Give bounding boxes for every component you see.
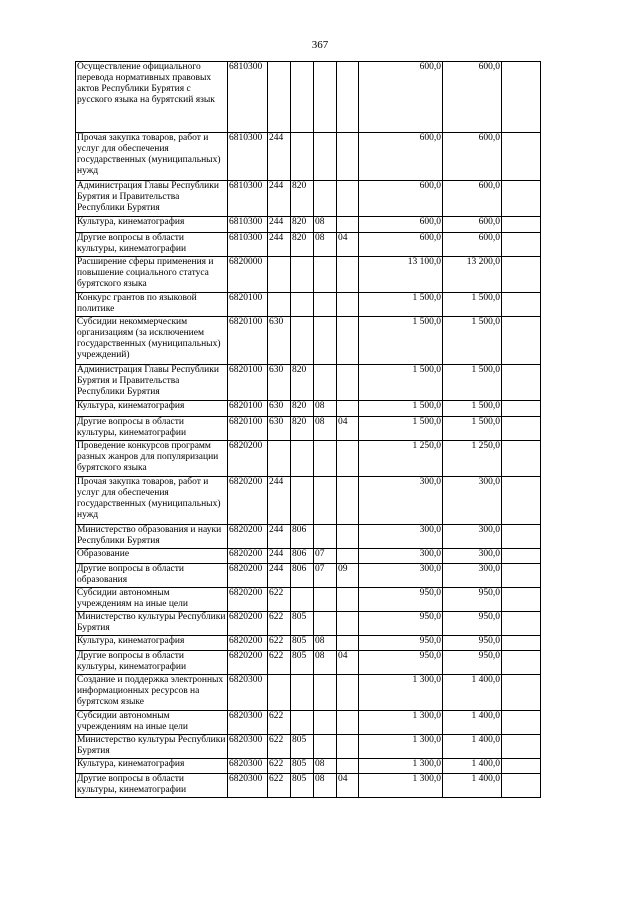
row-empty-cell: [502, 257, 541, 293]
row-name: Министерство культуры Республики Бурятия: [76, 735, 228, 759]
table-row: [76, 62, 541, 133]
row-pr: [337, 711, 359, 735]
row-code: 6820200: [228, 636, 268, 651]
row-empty-cell: [502, 477, 541, 525]
row-code: 6820200: [228, 651, 268, 675]
row-pr: [337, 181, 359, 217]
row-pr: [337, 441, 359, 477]
row-sum-1: 1 500,0: [359, 293, 443, 317]
row-vr: [268, 257, 291, 293]
row-empty-cell: [502, 133, 541, 181]
row-sum-1: 600,0: [359, 62, 443, 133]
row-vr: [268, 293, 291, 317]
row-pr: [337, 217, 359, 233]
table-row: [76, 774, 541, 798]
row-sum-1: 300,0: [359, 564, 443, 588]
row-sum-2: 1 400,0: [443, 735, 502, 759]
row-name: Культура, кинематография: [76, 401, 228, 417]
row-name: Министерство культуры Республики Бурятия: [76, 612, 228, 636]
row-name: Министерство образования и науки Республики Бурятия: [76, 525, 228, 549]
row-grbs: 820: [291, 181, 314, 217]
row-empty-cell: [502, 181, 541, 217]
row-empty-cell: [502, 759, 541, 774]
row-rz: [314, 525, 337, 549]
row-empty-cell: [502, 417, 541, 441]
row-empty-cell: [502, 735, 541, 759]
row-sum-1: 300,0: [359, 549, 443, 564]
table-row: [76, 759, 541, 774]
row-grbs: [291, 293, 314, 317]
row-vr: 622: [268, 612, 291, 636]
row-name: Создание и поддержка электронных информационных ресурсов на бурятском языке: [76, 675, 228, 711]
row-sum-1: 950,0: [359, 636, 443, 651]
table-row: [76, 293, 541, 317]
row-vr: 630: [268, 317, 291, 365]
row-sum-2: 1 400,0: [443, 711, 502, 735]
row-grbs: 820: [291, 233, 314, 257]
row-empty-cell: [502, 401, 541, 417]
row-sum-1: 1 500,0: [359, 365, 443, 401]
row-name: Культура, кинематография: [76, 759, 228, 774]
row-code: 6820100: [228, 417, 268, 441]
row-vr: 244: [268, 181, 291, 217]
row-vr: 630: [268, 401, 291, 417]
row-code: 6820200: [228, 612, 268, 636]
row-sum-2: 1 400,0: [443, 675, 502, 711]
row-grbs: 805: [291, 651, 314, 675]
row-rz: [314, 181, 337, 217]
row-rz: [314, 293, 337, 317]
row-sum-1: 1 300,0: [359, 759, 443, 774]
row-sum-2: 1 400,0: [443, 759, 502, 774]
row-rz: [314, 711, 337, 735]
budget-table: [75, 61, 541, 798]
row-rz: [314, 133, 337, 181]
row-sum-2: 1 500,0: [443, 365, 502, 401]
table-row: [76, 636, 541, 651]
row-rz: [314, 735, 337, 759]
row-rz: [314, 612, 337, 636]
row-empty-cell: [502, 636, 541, 651]
row-code: 6820200: [228, 549, 268, 564]
table-row: [76, 417, 541, 441]
row-code: 6820200: [228, 441, 268, 477]
row-pr: 04: [337, 233, 359, 257]
row-vr: 244: [268, 217, 291, 233]
row-sum-2: 600,0: [443, 181, 502, 217]
row-name: Расширение сферы применения и повышение социального статуса бурятского языка: [76, 257, 228, 293]
row-vr: 244: [268, 549, 291, 564]
row-sum-1: 1 300,0: [359, 711, 443, 735]
row-code: 6820300: [228, 759, 268, 774]
row-vr: 622: [268, 774, 291, 798]
row-code: 6820200: [228, 564, 268, 588]
row-code: 6810300: [228, 62, 268, 133]
row-pr: [337, 477, 359, 525]
row-sum-1: 1 500,0: [359, 317, 443, 365]
row-sum-1: 1 300,0: [359, 675, 443, 711]
row-pr: [337, 759, 359, 774]
row-empty-cell: [502, 711, 541, 735]
row-rz: [314, 588, 337, 612]
row-sum-2: 1 500,0: [443, 317, 502, 365]
row-name: Другие вопросы в области образования: [76, 564, 228, 588]
row-sum-2: 300,0: [443, 564, 502, 588]
row-vr: 244: [268, 233, 291, 257]
row-grbs: [291, 62, 314, 133]
table-row: [76, 181, 541, 217]
row-sum-2: 1 500,0: [443, 293, 502, 317]
row-vr: 622: [268, 759, 291, 774]
table-row: [76, 549, 541, 564]
row-sum-2: 600,0: [443, 233, 502, 257]
table-row: [76, 441, 541, 477]
row-pr: [337, 62, 359, 133]
row-sum-1: 600,0: [359, 217, 443, 233]
row-name: Субсидии некоммерческим организациям (за исключением государственных (муниципальных) учреждений): [76, 317, 228, 365]
row-sum-1: 950,0: [359, 651, 443, 675]
row-empty-cell: [502, 564, 541, 588]
row-pr: 04: [337, 651, 359, 675]
row-vr: 622: [268, 636, 291, 651]
row-pr: [337, 293, 359, 317]
table-row: [76, 257, 541, 293]
row-rz: 08: [314, 636, 337, 651]
row-sum-1: 300,0: [359, 525, 443, 549]
row-grbs: 820: [291, 217, 314, 233]
row-empty-cell: [502, 217, 541, 233]
row-grbs: 805: [291, 759, 314, 774]
row-empty-cell: [502, 549, 541, 564]
row-rz: [314, 317, 337, 365]
row-sum-2: 950,0: [443, 588, 502, 612]
table-row: [76, 711, 541, 735]
row-sum-1: 1 300,0: [359, 735, 443, 759]
row-rz: [314, 675, 337, 711]
row-vr: [268, 675, 291, 711]
row-pr: [337, 735, 359, 759]
row-sum-2: 13 200,0: [443, 257, 502, 293]
row-sum-1: 1 250,0: [359, 441, 443, 477]
row-name: Образование: [76, 549, 228, 564]
row-empty-cell: [502, 62, 541, 133]
row-code: 6820200: [228, 525, 268, 549]
row-vr: 622: [268, 651, 291, 675]
page-number: 367: [311, 39, 329, 51]
row-rz: 08: [314, 233, 337, 257]
row-rz: [314, 477, 337, 525]
row-grbs: [291, 588, 314, 612]
row-pr: [337, 317, 359, 365]
row-sum-1: 1 500,0: [359, 401, 443, 417]
row-name: Конкурс грантов по языковой политике: [76, 293, 228, 317]
row-sum-1: 13 100,0: [359, 257, 443, 293]
row-vr: 630: [268, 417, 291, 441]
row-pr: [337, 401, 359, 417]
row-sum-2: 950,0: [443, 612, 502, 636]
row-name: Проведение конкурсов программ разных жанров для популяризации бурятского языка: [76, 441, 228, 477]
row-name: Другие вопросы в области культуры, кинематографии: [76, 774, 228, 798]
table-row: [76, 233, 541, 257]
row-pr: [337, 365, 359, 401]
row-name: Культура, кинематография: [76, 217, 228, 233]
row-rz: 08: [314, 401, 337, 417]
row-vr: 630: [268, 365, 291, 401]
row-code: 6820100: [228, 365, 268, 401]
row-name: Субсидии автономным учреждениям на иные цели: [76, 711, 228, 735]
row-rz: 08: [314, 759, 337, 774]
row-rz: [314, 441, 337, 477]
row-code: 6810300: [228, 181, 268, 217]
row-code: 6820200: [228, 477, 268, 525]
row-code: 6820300: [228, 711, 268, 735]
row-code: 6810300: [228, 233, 268, 257]
row-pr: 04: [337, 417, 359, 441]
row-sum-2: 300,0: [443, 525, 502, 549]
row-code: 6820100: [228, 293, 268, 317]
row-grbs: 820: [291, 365, 314, 401]
row-name: Администрация Главы Республики Бурятия и Правительства Республики Бурятия: [76, 365, 228, 401]
row-sum-2: 1 400,0: [443, 774, 502, 798]
table-row: [76, 217, 541, 233]
row-empty-cell: [502, 441, 541, 477]
table-row: [76, 735, 541, 759]
row-rz: 08: [314, 217, 337, 233]
table-row: [76, 477, 541, 525]
row-pr: [337, 257, 359, 293]
row-grbs: 820: [291, 417, 314, 441]
table-row: [76, 365, 541, 401]
row-grbs: 805: [291, 774, 314, 798]
row-vr: 244: [268, 477, 291, 525]
row-vr: 244: [268, 525, 291, 549]
row-vr: 622: [268, 588, 291, 612]
row-sum-2: 600,0: [443, 217, 502, 233]
row-grbs: 805: [291, 636, 314, 651]
row-sum-2: 300,0: [443, 549, 502, 564]
row-grbs: 806: [291, 549, 314, 564]
row-name: Другие вопросы в области культуры, кинематографии: [76, 233, 228, 257]
row-vr: 244: [268, 564, 291, 588]
row-grbs: [291, 477, 314, 525]
row-pr: [337, 675, 359, 711]
row-code: 6820300: [228, 735, 268, 759]
row-grbs: [291, 133, 314, 181]
row-pr: 04: [337, 774, 359, 798]
row-name: Субсидии автономным учреждениям на иные цели: [76, 588, 228, 612]
table-row: [76, 612, 541, 636]
row-code: 6820000: [228, 257, 268, 293]
row-name: Прочая закупка товаров, работ и услуг для обеспечения государственных (муниципальных) нужд: [76, 133, 228, 181]
row-pr: [337, 588, 359, 612]
row-empty-cell: [502, 651, 541, 675]
row-empty-cell: [502, 293, 541, 317]
row-empty-cell: [502, 774, 541, 798]
row-grbs: 820: [291, 401, 314, 417]
row-code: 6820200: [228, 588, 268, 612]
row-grbs: 806: [291, 564, 314, 588]
row-pr: [337, 549, 359, 564]
row-name: Другие вопросы в области культуры, кинематографии: [76, 417, 228, 441]
row-grbs: 805: [291, 612, 314, 636]
row-grbs: [291, 257, 314, 293]
row-sum-2: 600,0: [443, 133, 502, 181]
row-empty-cell: [502, 233, 541, 257]
row-grbs: 805: [291, 735, 314, 759]
row-sum-1: 600,0: [359, 233, 443, 257]
row-name: Осуществление официального перевода нормативных правовых актов Республики Бурятия с русского языка на бурятский язык: [76, 62, 228, 133]
row-rz: 08: [314, 651, 337, 675]
row-name: Администрация Главы Республики Бурятия и Правительства Республики Бурятия: [76, 181, 228, 217]
table-row: [76, 564, 541, 588]
row-rz: 07: [314, 549, 337, 564]
table-row: [76, 651, 541, 675]
row-vr: 622: [268, 735, 291, 759]
row-vr: [268, 62, 291, 133]
row-name: Культура, кинематография: [76, 636, 228, 651]
row-empty-cell: [502, 612, 541, 636]
row-vr: 622: [268, 711, 291, 735]
row-sum-1: 600,0: [359, 181, 443, 217]
row-grbs: [291, 675, 314, 711]
row-code: 6820300: [228, 675, 268, 711]
row-rz: 08: [314, 774, 337, 798]
table-row: [76, 133, 541, 181]
row-pr: [337, 636, 359, 651]
table-row: [76, 675, 541, 711]
row-sum-1: 950,0: [359, 588, 443, 612]
row-sum-2: 950,0: [443, 651, 502, 675]
row-empty-cell: [502, 675, 541, 711]
row-rz: [314, 62, 337, 133]
row-sum-2: 600,0: [443, 62, 502, 133]
row-empty-cell: [502, 317, 541, 365]
row-rz: [314, 365, 337, 401]
row-vr: 244: [268, 133, 291, 181]
table-row: [76, 588, 541, 612]
row-sum-1: 950,0: [359, 612, 443, 636]
row-pr: [337, 525, 359, 549]
row-code: 6820100: [228, 401, 268, 417]
row-sum-1: 300,0: [359, 477, 443, 525]
row-grbs: [291, 441, 314, 477]
row-pr: [337, 612, 359, 636]
row-code: 6810300: [228, 217, 268, 233]
row-grbs: [291, 711, 314, 735]
row-sum-1: 600,0: [359, 133, 443, 181]
table-row: [76, 525, 541, 549]
row-rz: 07: [314, 564, 337, 588]
row-sum-1: 1 500,0: [359, 417, 443, 441]
row-sum-2: 300,0: [443, 477, 502, 525]
row-code: 6820300: [228, 774, 268, 798]
row-grbs: [291, 317, 314, 365]
row-name: Прочая закупка товаров, работ и услуг для обеспечения государственных (муниципальных) нужд: [76, 477, 228, 525]
row-rz: 08: [314, 417, 337, 441]
row-empty-cell: [502, 365, 541, 401]
row-sum-2: 1 500,0: [443, 401, 502, 417]
row-empty-cell: [502, 525, 541, 549]
row-code: 6810300: [228, 133, 268, 181]
row-rz: [314, 257, 337, 293]
row-name: Другие вопросы в области культуры, кинематографии: [76, 651, 228, 675]
row-grbs: 806: [291, 525, 314, 549]
row-vr: [268, 441, 291, 477]
table-row: [76, 401, 541, 417]
row-pr: 09: [337, 564, 359, 588]
row-sum-2: 1 500,0: [443, 417, 502, 441]
row-empty-cell: [502, 588, 541, 612]
row-sum-2: 1 250,0: [443, 441, 502, 477]
row-code: 6820100: [228, 317, 268, 365]
table-row: [76, 317, 541, 365]
row-sum-1: 1 300,0: [359, 774, 443, 798]
row-sum-2: 950,0: [443, 636, 502, 651]
row-pr: [337, 133, 359, 181]
